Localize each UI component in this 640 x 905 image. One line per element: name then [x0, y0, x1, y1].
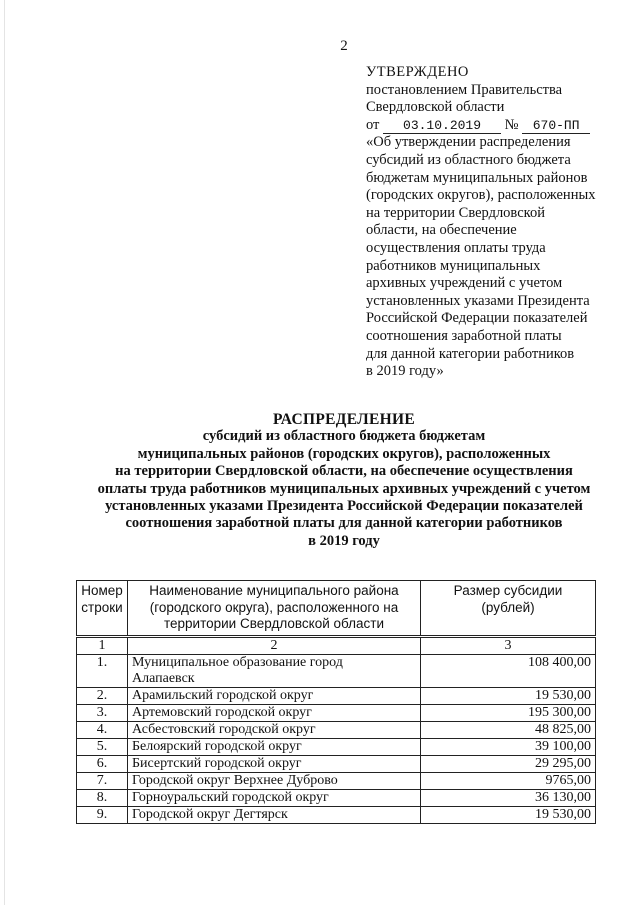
number-prefix: №	[504, 116, 519, 133]
header-line: Номер	[81, 583, 123, 598]
subsidy-amount: 9765,00	[421, 772, 596, 789]
header-line: (городского округа), расположенного на	[149, 599, 399, 615]
title-body	[30, 428, 640, 550]
municipality-name	[128, 755, 421, 772]
approval-subject-line: архивных учреждений с учетом	[366, 275, 563, 292]
row-number: 8.	[77, 789, 128, 806]
approval-heading: УТВЕРЖДЕНО	[366, 64, 469, 80]
table-row	[77, 704, 596, 721]
approval-line: Свердловской области	[366, 99, 505, 116]
approval-subject-line: на территории Свердловской	[366, 204, 545, 221]
municipality-name-line: Алапаевск	[132, 670, 195, 686]
title-heading: РАСПРЕДЕЛЕНИЕ	[273, 411, 415, 428]
municipality-name-line: Арамильский городской округ	[132, 687, 314, 703]
date-prefix: от	[366, 116, 380, 133]
municipality-name-line: Городской округ Верхнее Дуброво	[132, 772, 338, 788]
header-subsidy-amount	[421, 581, 596, 637]
header-line: Размер субсидии	[453, 583, 563, 598]
municipality-name-line: Белоярский городской округ	[132, 738, 302, 754]
column-index: 1	[77, 636, 128, 654]
approval-subject-line: в 2019 году»	[366, 363, 444, 380]
table-row	[77, 738, 596, 755]
header-line: (рублей)	[481, 599, 535, 615]
approval-subject-line: (городских округов), расположенных	[366, 187, 596, 204]
subsidy-table	[76, 580, 596, 824]
table-row	[77, 755, 596, 772]
title-line: субсидий из областного бюджета бюджетам	[202, 428, 486, 445]
row-number: 7.	[77, 772, 128, 789]
municipality-name-line: Горноуральский городской округ	[132, 789, 329, 805]
approval-subject-line: работников муниципальных	[366, 257, 541, 274]
table-row	[77, 789, 596, 806]
approval-date-line	[366, 117, 636, 135]
title-line: оплаты труда работников муниципальных архивных учреждений с учетом	[97, 480, 591, 497]
row-number: 5.	[77, 738, 128, 755]
municipality-name	[128, 772, 421, 789]
subsidy-amount: 19 530,00	[421, 806, 596, 823]
table-row	[77, 687, 596, 704]
table-row	[77, 772, 596, 789]
row-number: 1.	[77, 654, 128, 687]
municipality-name	[128, 704, 421, 721]
municipality-name-line: Асбестовский городской округ	[132, 721, 316, 737]
row-number: 9.	[77, 806, 128, 823]
table-row	[77, 806, 596, 823]
subsidy-amount: 19 530,00	[421, 687, 596, 704]
subsidy-amount: 195 300,00	[421, 704, 596, 721]
title-line: установленных указами Президента Российской Федерации показателей	[105, 498, 583, 515]
municipality-name	[128, 654, 421, 687]
municipality-name	[128, 721, 421, 738]
subsidy-amount: 29 295,00	[421, 755, 596, 772]
title-line: соотношения заработной платы для данной категории работников	[125, 515, 563, 532]
approval-number: 670-ПП	[522, 119, 590, 134]
subsidy-amount: 36 130,00	[421, 789, 596, 806]
approval-subject-line: «Об утверждении распределения	[366, 134, 571, 151]
header-row-number	[77, 581, 128, 637]
municipality-name	[128, 687, 421, 704]
municipality-name-line: Артемовский городской округ	[132, 704, 312, 720]
municipality-name-line: Городской округ Дегтярск	[132, 806, 288, 822]
page-edge	[4, 0, 5, 905]
approval-subject	[366, 134, 636, 380]
row-number: 2.	[77, 687, 128, 704]
column-index: 3	[421, 636, 596, 654]
title-line: муниципальных районов (городских округов), расположенных	[137, 445, 551, 462]
approval-subject-line: бюджетам муниципальных районов	[366, 169, 588, 186]
subsidy-amount: 39 100,00	[421, 738, 596, 755]
row-number: 4.	[77, 721, 128, 738]
approval-subject-line: установленных указами Президента	[366, 292, 590, 309]
municipality-name	[128, 789, 421, 806]
header-line: территории Свердловской области	[164, 616, 384, 631]
row-number: 3.	[77, 704, 128, 721]
header-line: Наименование муниципального района	[149, 583, 399, 598]
approval-subject-line: осуществления оплаты труда	[366, 239, 546, 256]
column-index-row	[77, 636, 596, 654]
approval-line: постановлением Правительства	[366, 81, 563, 98]
header-line: строки	[81, 599, 123, 615]
page-number: 2	[340, 38, 348, 54]
column-index: 2	[128, 636, 421, 654]
municipality-name-line: Бисертский городской округ	[132, 755, 302, 771]
municipality-name	[128, 806, 421, 823]
title-line: в 2019 году	[308, 532, 380, 549]
approval-subject-line: области, на обеспечение	[366, 222, 517, 239]
subsidy-amount: 108 400,00	[421, 654, 596, 687]
subsidy-amount: 48 825,00	[421, 721, 596, 738]
row-number: 6.	[77, 755, 128, 772]
approval-subject-line: для данной категории работников	[366, 345, 575, 362]
document-title	[30, 411, 640, 550]
table-row	[77, 721, 596, 738]
header-municipality	[128, 581, 421, 637]
municipality-name	[128, 738, 421, 755]
approval-subject-line: соотношения заработной платы	[366, 327, 562, 344]
approval-subject-line: Российской Федерации показателей	[366, 310, 588, 327]
approval-subject-line: субсидий из областного бюджета	[366, 151, 571, 168]
municipality-name-line: Муниципальное образование город	[132, 654, 343, 670]
table-header-row	[77, 581, 596, 637]
approval-stamp	[366, 64, 636, 381]
approval-date: 03.10.2019	[383, 119, 501, 134]
title-line: на территории Свердловской области, на обеспечение осуществления	[115, 463, 573, 480]
table-row	[77, 654, 596, 687]
